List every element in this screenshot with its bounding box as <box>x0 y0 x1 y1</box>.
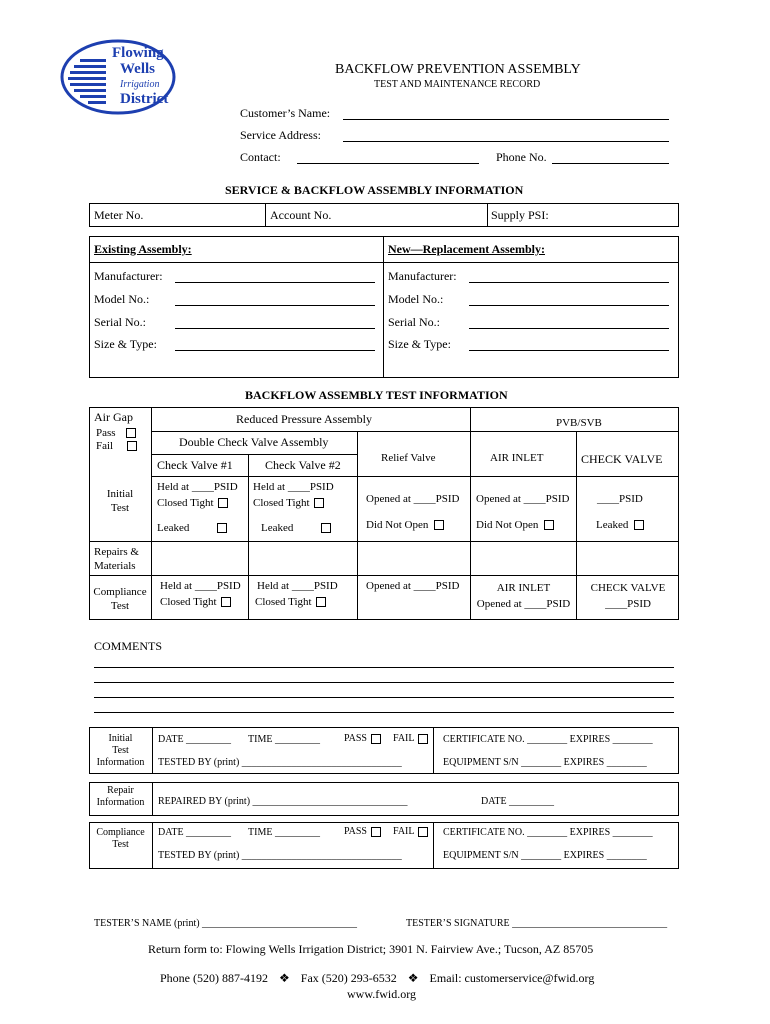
footer-email[interactable]: Email: customerservice@fwid.org <box>429 971 595 985</box>
initial-tested-by-field[interactable]: TESTED BY (print) ________________________________ <box>158 757 402 768</box>
repair-info-label <box>89 785 152 809</box>
compliance-air-inlet-opened: Opened at ____PSID <box>476 598 571 610</box>
cv1-held-at[interactable]: Held at ____PSID <box>157 481 238 493</box>
compliance-check-valve[interactable] <box>577 580 679 612</box>
new-model-field[interactable] <box>469 294 669 306</box>
cv1-closed-tight-label: Closed Tight <box>157 497 214 509</box>
test-heading: BACKFLOW ASSEMBLY TEST INFORMATION <box>245 388 508 402</box>
air-inlet-label: AIR INLET <box>490 452 544 464</box>
repair-info-line2: Information <box>96 797 145 808</box>
air-inlet-did-not-open-label: Did Not Open <box>476 519 539 531</box>
new-size-field[interactable] <box>469 339 669 351</box>
compliance-label: Compliance <box>93 586 147 598</box>
new-manufacturer-label: Manufacturer: <box>388 269 457 283</box>
air-gap-pass[interactable] <box>96 427 136 439</box>
initial-time-field[interactable]: TIME _________ <box>248 734 320 745</box>
initial-test-label <box>100 487 140 515</box>
tester-name-field[interactable]: TESTER’S NAME (print) _______________________________ <box>94 918 358 929</box>
check-valve-leaked-checkbox[interactable] <box>634 520 644 530</box>
compliance-cv2-closed-tight-label: Closed Tight <box>255 596 312 608</box>
comments-line-3[interactable] <box>94 697 674 698</box>
air-gap-pass-checkbox[interactable] <box>126 428 136 438</box>
compliance-cv1-closed-tight-checkbox[interactable] <box>221 597 231 607</box>
initial-date-field[interactable]: DATE _________ <box>158 734 232 745</box>
contact-label: Contact: <box>240 150 281 164</box>
air-gap-fail-label: Fail <box>96 440 114 452</box>
air-gap-pass-label: Pass <box>96 427 116 439</box>
compliance-cv2-held-at[interactable]: Held at ____PSID <box>257 580 338 592</box>
compliance-cv1-closed-tight-label: Closed Tight <box>160 596 217 608</box>
supply-psi-field[interactable]: Supply PSI: <box>491 208 549 222</box>
meter-no-field[interactable]: Meter No. <box>94 208 144 222</box>
air-inlet-opened-at[interactable]: Opened at ____PSID <box>476 493 570 505</box>
assembly-box <box>89 236 679 378</box>
repair-date-field[interactable]: DATE _________ <box>481 796 555 807</box>
compliance-pass-label: PASS <box>344 826 367 837</box>
pvb-svb-label: PVB/SVB <box>556 417 602 429</box>
compliance-record-line2: Test <box>112 839 129 850</box>
cv1-closed-tight[interactable] <box>157 497 228 509</box>
initial-info-label <box>89 733 152 769</box>
compliance-fail-checkbox[interactable] <box>418 827 428 837</box>
comments-line-2[interactable] <box>94 682 674 683</box>
cv1-leaked[interactable] <box>157 522 227 534</box>
existing-manufacturer-field[interactable] <box>175 271 375 283</box>
initial-pass-label: PASS <box>344 733 367 744</box>
customer-name-field[interactable] <box>343 108 669 120</box>
repair-info-line1: Repair <box>107 785 134 796</box>
existing-manufacturer-label: Manufacturer: <box>94 269 163 283</box>
initial-pass[interactable] <box>344 733 381 744</box>
existing-serial-label: Serial No.: <box>94 315 146 329</box>
compliance-tested-by-field[interactable]: TESTED BY (print) ________________________________ <box>158 850 402 861</box>
air-gap-label: Air Gap <box>94 410 133 424</box>
logo-text-wells: Wells <box>120 61 156 77</box>
initial-equipment-field[interactable]: EQUIPMENT S/N ________ EXPIRES ________ <box>443 757 647 768</box>
air-inlet-did-not-open[interactable] <box>476 519 554 531</box>
footer-website[interactable]: www.fwid.org <box>347 987 416 1001</box>
compliance-air-inlet[interactable] <box>471 580 576 612</box>
test-label: Test <box>110 502 130 514</box>
new-model-label: Model No.: <box>388 292 444 306</box>
check-valve-leaked-label: Leaked <box>596 519 629 531</box>
phone-label: Phone No. <box>496 150 547 164</box>
air-gap-fail[interactable] <box>96 440 137 452</box>
relief-did-not-open-checkbox[interactable] <box>434 520 444 530</box>
service-address-label: Service Address: <box>240 128 321 142</box>
cv2-closed-tight-label: Closed Tight <box>253 497 310 509</box>
new-manufacturer-field[interactable] <box>469 271 669 283</box>
initial-info-line2: Test <box>112 745 129 756</box>
cv2-leaked-label: Leaked <box>261 522 294 534</box>
initial-pass-checkbox[interactable] <box>371 734 381 744</box>
check-valve-1-label: Check Valve #1 <box>157 458 233 472</box>
district-logo <box>60 35 180 115</box>
service-info-row <box>89 203 679 227</box>
page-subtitle: TEST AND MAINTENANCE RECORD <box>374 79 541 90</box>
repairs-label: Repairs & <box>94 546 139 558</box>
phone-field[interactable] <box>552 152 669 164</box>
initial-fail[interactable] <box>393 733 428 744</box>
initial-fail-checkbox[interactable] <box>418 734 428 744</box>
new-serial-label: Serial No.: <box>388 315 440 329</box>
initial-label: Initial <box>106 488 134 500</box>
tester-signature-field[interactable]: TESTER’S SIGNATURE _______________________________ <box>406 918 668 929</box>
initial-certificate-field[interactable]: CERTIFICATE NO. ________ EXPIRES ________ <box>443 734 653 745</box>
compliance-test-word: Test <box>110 600 130 612</box>
compliance-record-label <box>89 827 152 851</box>
repaired-by-field[interactable]: REPAIRED BY (print) _______________________________ <box>158 796 408 807</box>
existing-serial-field[interactable] <box>175 317 375 329</box>
cv1-leaked-label: Leaked <box>157 522 190 534</box>
comments-label: COMMENTS <box>94 639 163 653</box>
cv1-leaked-checkbox[interactable] <box>217 523 227 533</box>
compliance-cv2-closed-tight-checkbox[interactable] <box>316 597 326 607</box>
compliance-cv2-closed-tight[interactable] <box>255 596 326 608</box>
new-size-label: Size & Type: <box>388 337 451 351</box>
initial-info-line3: Information <box>96 757 145 768</box>
compliance-time-field[interactable]: TIME _________ <box>248 827 320 838</box>
relief-opened-at[interactable]: Opened at ____PSID <box>366 493 460 505</box>
customer-name-label: Customer’s Name: <box>240 106 331 120</box>
service-address-field[interactable] <box>343 130 669 142</box>
initial-info-line1: Initial <box>108 733 133 744</box>
cv2-held-at[interactable]: Held at ____PSID <box>253 481 334 493</box>
cv2-closed-tight-checkbox[interactable] <box>314 498 324 508</box>
compliance-certificate-field[interactable]: CERTIFICATE NO. ________ EXPIRES ________ <box>443 827 653 838</box>
page-title: BACKFLOW PREVENTION ASSEMBLY <box>335 62 581 77</box>
repairs-materials-label <box>94 545 139 573</box>
new-assembly-heading: New—Replacement Assembly: <box>388 242 545 256</box>
check-valve-leaked[interactable] <box>596 519 644 531</box>
existing-size-field[interactable] <box>175 339 375 351</box>
compliance-check-valve-label: CHECK VALVE <box>590 582 666 594</box>
comments-line-4[interactable] <box>94 712 674 713</box>
contact-line <box>160 971 594 986</box>
service-heading: SERVICE & BACKFLOW ASSEMBLY INFORMATION <box>225 183 524 197</box>
compliance-test-label <box>90 585 150 613</box>
contact-field[interactable] <box>297 152 479 164</box>
compliance-fail[interactable] <box>393 826 428 837</box>
relief-did-not-open[interactable] <box>366 519 444 531</box>
cv1-closed-tight-checkbox[interactable] <box>218 498 228 508</box>
check-valve-label: CHECK VALVE <box>581 452 663 466</box>
account-no-field[interactable]: Account No. <box>270 208 332 222</box>
compliance-record-line1: Compliance <box>96 827 145 838</box>
dc-assembly-label: Double Check Valve Assembly <box>179 435 329 449</box>
air-gap-fail-checkbox[interactable] <box>127 441 137 451</box>
compliance-fail-label: FAIL <box>393 826 415 837</box>
compliance-relief-opened-at[interactable]: Opened at ____PSID <box>366 580 460 592</box>
separator-icon: ❖ <box>279 971 290 985</box>
separator-icon: ❖ <box>407 971 419 985</box>
initial-fail-label: FAIL <box>393 733 415 744</box>
footer-phone: Phone (520) 887-4192 <box>160 971 268 985</box>
compliance-pass-checkbox[interactable] <box>371 827 381 837</box>
comments-line-1[interactable] <box>94 667 674 668</box>
check-valve-psid[interactable]: ____PSID <box>597 493 643 505</box>
cv2-closed-tight[interactable] <box>253 497 324 509</box>
rp-assembly-label: Reduced Pressure Assembly <box>236 412 372 426</box>
compliance-date-field[interactable]: DATE _________ <box>158 827 232 838</box>
relief-valve-label: Relief Valve <box>381 452 436 464</box>
compliance-pass[interactable] <box>344 826 381 837</box>
new-serial-field[interactable] <box>469 317 669 329</box>
compliance-equipment-field[interactable]: EQUIPMENT S/N ________ EXPIRES ________ <box>443 850 647 861</box>
existing-assembly-heading: Existing Assembly: <box>94 242 192 256</box>
footer-fax: Fax (520) 293-6532 <box>300 971 397 985</box>
relief-did-not-open-label: Did Not Open <box>366 519 429 531</box>
logo-text-district: District <box>120 91 169 107</box>
return-address: Return form to: Flowing Wells Irrigation District; 3901 N. Fairview Ave.; Tucson, AZ 85705 <box>148 942 594 956</box>
cv2-leaked-checkbox[interactable] <box>321 523 331 533</box>
existing-size-label: Size & Type: <box>94 337 157 351</box>
existing-model-field[interactable] <box>175 294 375 306</box>
air-inlet-did-not-open-checkbox[interactable] <box>544 520 554 530</box>
logo-text-flowing: Flowing <box>112 45 164 61</box>
compliance-cv1-held-at[interactable]: Held at ____PSID <box>160 580 241 592</box>
logo-text-irrigation: Irrigation <box>120 79 160 90</box>
existing-model-label: Model No.: <box>94 292 150 306</box>
check-valve-2-label: Check Valve #2 <box>265 458 341 472</box>
compliance-air-inlet-label: AIR INLET <box>496 582 551 594</box>
compliance-check-valve-psid: ____PSID <box>605 598 651 610</box>
cv2-leaked[interactable] <box>261 522 331 534</box>
compliance-cv1-closed-tight[interactable] <box>160 596 231 608</box>
materials-label: Materials <box>94 560 136 572</box>
